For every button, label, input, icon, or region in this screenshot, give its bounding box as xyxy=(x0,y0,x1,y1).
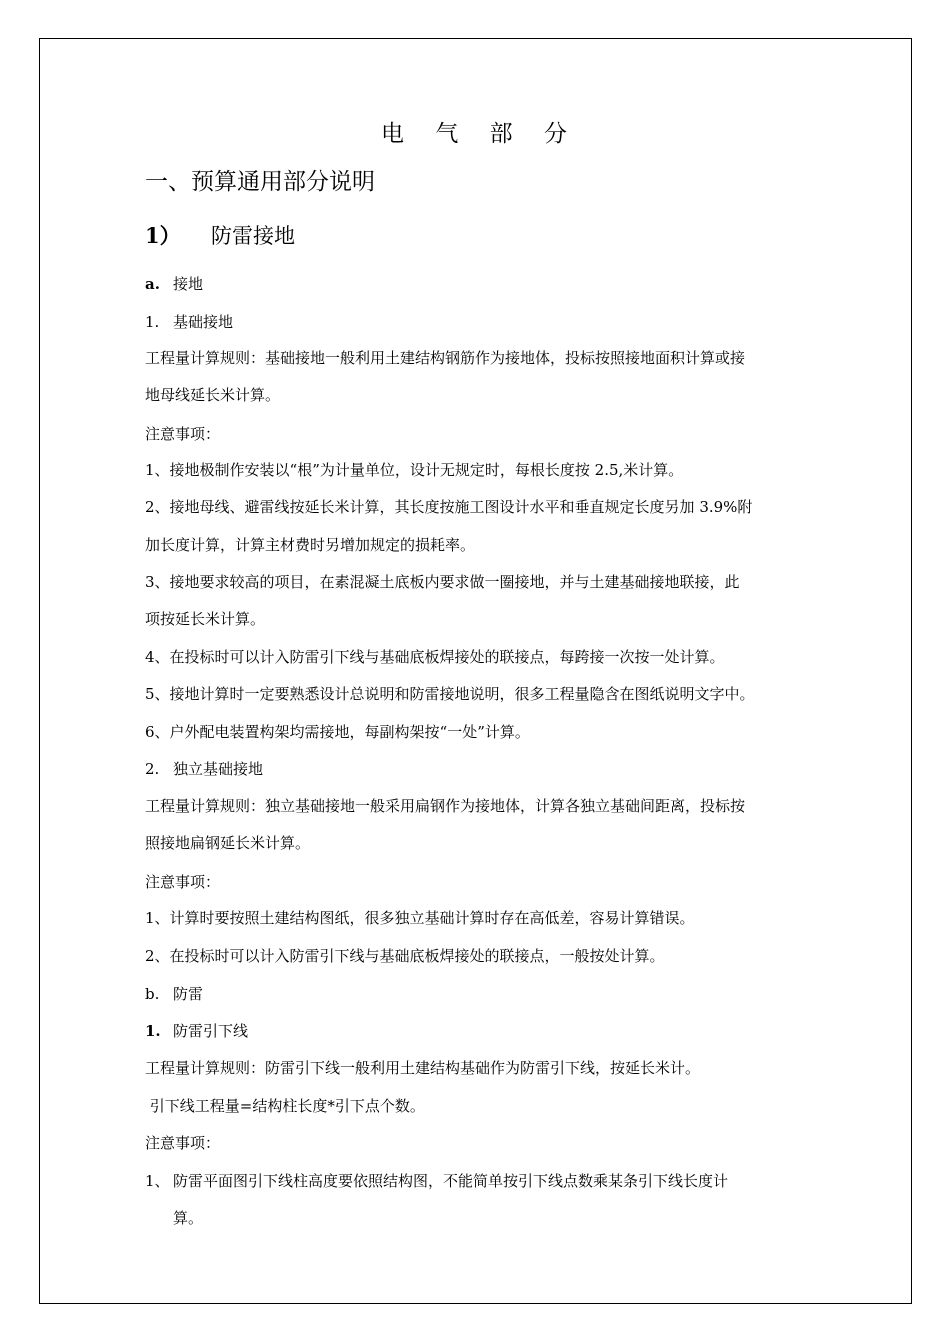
subsection-heading xyxy=(145,223,295,249)
item-heading-text: 基础接地 xyxy=(173,313,234,331)
item-heading-1 xyxy=(145,312,233,332)
note-item: 1、计算时要按照土建结构图纸，很多独立基础计算时存在高低差，容易计算错误。 xyxy=(145,909,695,927)
paragraph-line: 工程量计算规则：防雷引下线一般利用土建结构基础作为防雷引下线，按延长米计。 xyxy=(145,1059,701,1077)
note-item-continuation: 算。 xyxy=(173,1209,204,1227)
item-heading-text: 防雷引下线 xyxy=(173,1022,249,1040)
note-item: 2、接地母线、避雷线按延长米计算，其长度按施工图设计水平和垂直规定长度另加 3.9%附 xyxy=(145,498,753,516)
item-number: 1. xyxy=(145,1022,161,1040)
note-item-continuation: 加长度计算，计算主材费时另增加规定的损耗率。 xyxy=(145,536,476,554)
note-item: 1、接地极制作安装以“根”为计量单位，设计无规定时，每根长度按 2.5,米计算。 xyxy=(145,461,684,479)
list-heading-text: 接地 xyxy=(173,275,204,293)
item-heading-3 xyxy=(145,1021,248,1041)
formula-line: 引下线工程量=结构柱长度*引下点个数。 xyxy=(145,1097,425,1115)
list-marker: a. xyxy=(145,275,160,293)
item-number: 2. xyxy=(145,760,160,778)
note-text: 防雷平面图引下线柱高度要依照结构图，不能简单按引下线点数乘某条引下线长度计 xyxy=(173,1172,729,1190)
note-heading: 注意事项： xyxy=(145,425,221,443)
list-heading-text: 防雷 xyxy=(173,985,204,1003)
item-number: 1. xyxy=(145,313,160,331)
subsection-number: 1） xyxy=(145,223,181,248)
note-item: 3、接地要求较高的项目，在素混凝土底板内要求做一圈接地，并与土建基础接地联接，此 xyxy=(145,573,740,591)
section-heading: 一、预算通用部分说明 xyxy=(145,169,375,195)
note-heading: 注意事项： xyxy=(145,1134,221,1152)
note-item xyxy=(145,1171,728,1191)
note-item-continuation: 项按延长米计算。 xyxy=(145,610,266,628)
note-item: 5、接地计算时一定要熟悉设计总说明和防雷接地说明，很多工程量隐含在图纸说明文字中。 xyxy=(145,685,755,703)
note-heading: 注意事项： xyxy=(145,873,221,891)
paragraph-line: 工程量计算规则：独立基础接地一般采用扁钢作为接地体，计算各独立基础间距离，投标按 xyxy=(145,797,746,815)
item-heading-2 xyxy=(145,759,263,779)
note-item: 4、在投标时可以计入防雷引下线与基础底板焊接处的联接点，每跨接一次按一处计算。 xyxy=(145,648,725,666)
doc-title: 电 气 部 分 xyxy=(381,121,579,147)
paragraph-line: 工程量计算规则：基础接地一般利用土建结构钢筋作为接地体，投标按照接地面积计算或接 xyxy=(145,349,746,367)
list-heading-a xyxy=(145,274,203,294)
paragraph-line: 地母线延长米计算。 xyxy=(145,386,281,404)
subsection-title: 防雷接地 xyxy=(211,224,295,248)
list-heading-b xyxy=(145,984,203,1004)
list-marker: b. xyxy=(145,985,160,1003)
note-item: 2、在投标时可以计入防雷引下线与基础底板焊接处的联接点，一般按处计算。 xyxy=(145,947,665,965)
paragraph-line: 照接地扁钢延长米计算。 xyxy=(145,834,311,852)
note-number: 1、 xyxy=(145,1172,170,1190)
note-item: 6、户外配电装置构架均需接地，每副构架按“一处”计算。 xyxy=(145,723,530,741)
item-heading-text: 独立基础接地 xyxy=(173,760,264,778)
